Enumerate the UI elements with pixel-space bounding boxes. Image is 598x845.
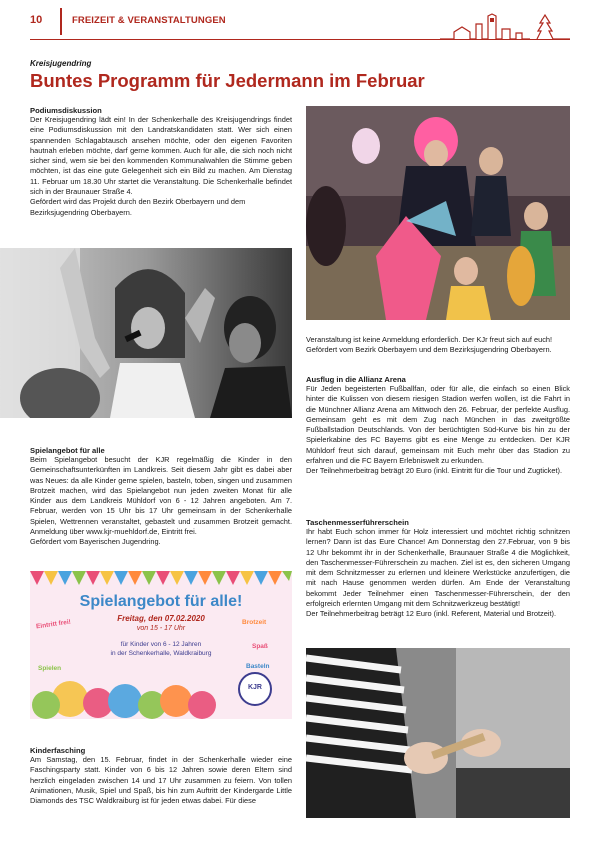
podium-sponsor: Gefördert wird das Projekt durch den Bezirk Oberbayern und dem Bezirksjugendring Oberbayern. [30, 197, 246, 217]
taschenmesser-heading: Taschenmesserführerschein [306, 518, 409, 527]
allianz-body: Für Jeden begeisterten Fußballfan, oder für alle, die einfach so einen Blick hinter die Kulissen von diesem riesigen Stadion werfen wollen, ist die Fahrt in die Münchner Allianz Arena am Mittwoch den 26. Februar, der perfekte Ausflug. Gemeinsam geht es mit dem Zug nach München in das zweitgrößte Fußballstadion Deutschlands. Von der berüchtigten Süd-Kurve bis hin zu der Spielerkabine des FC Bayerns gibt es eine Menge zu entdecken. Der KJR Mühldorf freut sich darauf, gemeinsam mit Euch mehr über das Stadion zu erfahren und die FC Bayern Erlebniswelt zu erkunden. [306, 384, 570, 466]
singers-photo [0, 248, 292, 418]
allianz-fee: Der Teilnehmerbeitrag beträgt 20 Euro (inkl. Eintritt für die Tour und Zugticket). [306, 466, 563, 476]
kinderfasching-heading: Kinderfasching [30, 746, 86, 755]
taschenmesser-section [306, 518, 570, 620]
kinderfasching-cont-section [306, 335, 570, 356]
poster-title: Spielangebot für alle! [79, 593, 243, 610]
podium-section [30, 106, 292, 218]
spielangebot-heading: Spielangebot für alle [30, 446, 105, 455]
poster-time: von 15 - 17 Uhr [136, 625, 186, 632]
poster-date: Freitag, den 07.02.2020 [117, 614, 205, 623]
podium-heading: Podiumsdiskussion [30, 106, 102, 115]
page-header [0, 0, 598, 44]
article-kicker: Kreisjugendring [30, 59, 92, 68]
poster-audience-1: für Kinder von 6 - 12 Jahren [120, 641, 202, 648]
taschenmesser-body: Ihr habt Euch schon immer für Holz interessiert und möchtet richtig schnitzen lernen? Dann ist das Eure Chance! Am Donnerstag den 27.Februar, von 9 bis 12 Uhr bekommt ihr in der Schenkerhalle, Braunauer Straße 4 die Möglichkeit, den Taschenmesser-Führerschein zu machen. Ziel ist es, den sicheren Umgang mit dem Schnitzmesser zu erlernen und kleinere Werkstücke anzufertigen, die mit nach Hause genommen werden dürfen. Am Ende der Veranstaltung bekommt Jeder Teilnehmer einen Taschenmesser-Führerschein, der den erfolgreich erlernten Umgang mit dem Schnitzwerkzeug bestätigt! [306, 527, 570, 609]
spielangebot-sponsor: Gefördert vom Bayerischen Jugendring. [30, 537, 161, 547]
spielangebot-poster [30, 571, 292, 719]
section-title: FREIZEIT & VERANSTALTUNGEN [72, 15, 226, 26]
poster-word-eintritt: Eintritt frei! [35, 618, 72, 631]
poster-kjr-logo: KJR [247, 684, 262, 691]
poster-word-basteln: Basteln [246, 663, 270, 670]
header-divider [60, 8, 62, 35]
spielangebot-section [30, 446, 292, 548]
taschenmesser-fee: Der Teilnehmerbeitrag beträgt 12 Euro (inkl. Referent, Material und Brotzeit). [306, 609, 557, 619]
kinderfasching-section [30, 746, 292, 806]
poster-word-brotzeit: Brotzeit [242, 619, 267, 626]
poster-word-spielen: Spielen [38, 665, 62, 672]
kinderfasching-body: Am Samstag, den 15. Februar, findet in der Schenkerhalle wieder eine Faschingsparty statt. Kinder von 6 bis 12 Jahren sowie deren Eltern sind herzlich eingeladen zwischen 14 und 17 Uhr zusammen zu feiern. Von tollen Animationen, Musik, Spiel und Spaß, bis hin zum Auftritt der Kindergarde Little Diamonds des TSC Waldkraiburg ist für jeden etwas dabei. Für diese [30, 755, 292, 806]
allianz-section [306, 375, 570, 477]
page-number: 10 [30, 14, 43, 26]
podium-body: Der Kreisjugendring lädt ein! In der Schenkerhalle des Kreisjugendrings findet eine Podiumsdiskussion mit den Landratskandidaten statt. Wer sich einen spannenden Schlagabtausch ansehen möchte, oder den eigenen Favoriten hautnah erleben möchte, darf gerne kommen. Auch für alle, die sich noch nicht sicher sind, wem sie bei den kommenden Kommunalwahlen die Stimme geben möchten, ist das eine gute Gelegenheit sich ein Bild zu machen. Am Dienstag 11. Februar um 18.30 Uhr startet die Veranstaltung. Die Schenkerhalle befindet sich in der Braunauer Straße 4. [30, 115, 292, 197]
town-skyline-icon [440, 10, 570, 42]
allianz-heading: Ausflug in die Allianz Arena [306, 375, 406, 384]
spielangebot-body: Beim Spielangebot besucht der KJR regelmäßig die Kinder in den Gemeinschaftsunterkünften im Landkreis. Seit diesem Jahr gibt es dabei aber was Neues: da alle Kinder gerne spielen, basteln, toben, singen und zusammen Brotzeit machen, wird das Spielangebot nun jeden zweiten Monat für alle Kinder aus dem Landkreis Mühldorf von 6 - 12 Jahren angeboten. Am 7. Februar, werden von 15 Uhr bis 17 Uhr gemeinsam in der Schenkerhalle Spielen, Wettrennen veranstaltet, gebastelt und zusammen Brotzeit gemacht. Anmeldung über www.kjr-muehldorf.de, Eintritt frei. [30, 455, 292, 537]
whittling-photo [306, 648, 570, 818]
article-title: Buntes Programm für Jedermann im Februar [30, 70, 425, 91]
poster-word-spass: Spaß [252, 643, 268, 650]
kinderfasching-cont-body: Veranstaltung ist keine Anmeldung erforderlich. Der KJr freut sich auf euch! Gefördert vom Bezirk Oberbayern und dem Bezirksjugendring Oberbayern. [306, 335, 553, 355]
poster-audience-2: in der Schenkerhalle, Waldkraiburg [110, 650, 212, 657]
fasching-photo [306, 106, 570, 320]
